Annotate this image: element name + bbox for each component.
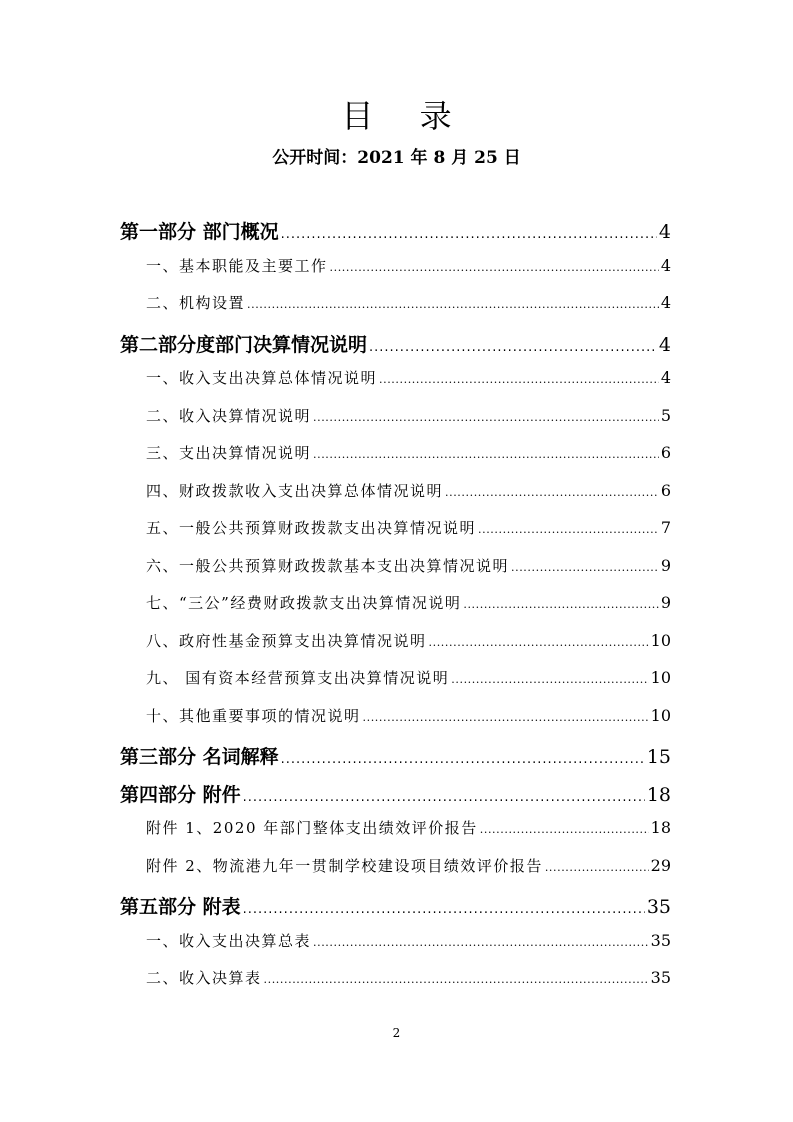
toc-entry-page: 35 bbox=[650, 930, 671, 950]
toc-subsection-entry[interactable] bbox=[146, 967, 671, 988]
toc-entry-page: 6 bbox=[660, 443, 671, 462]
toc-entry-page: 10 bbox=[650, 668, 671, 687]
toc-dot-leader bbox=[313, 936, 649, 949]
toc-entry-label: 一、基本职能及主要工作 bbox=[146, 256, 328, 275]
toc-subsection-entry[interactable] bbox=[146, 555, 671, 576]
toc-entry-label: 六、一般公共预算财政拨款基本支出决算情况说明 bbox=[146, 556, 510, 575]
toc-entry-page: 5 bbox=[660, 405, 671, 425]
toc-entry-label: 三、支出决算情况说明 bbox=[146, 444, 312, 462]
toc-dot-leader bbox=[478, 523, 659, 536]
toc-dot-leader bbox=[264, 973, 649, 986]
toc-dot-leader bbox=[313, 411, 659, 424]
toc-entry-label: 第三部分 名词解释 bbox=[120, 746, 279, 768]
page-number: 2 bbox=[392, 1026, 401, 1040]
toc-section-entry[interactable] bbox=[120, 330, 671, 357]
toc-entry-page: 7 bbox=[660, 518, 671, 537]
toc-subsection-entry[interactable] bbox=[146, 630, 671, 651]
toc-dot-leader bbox=[511, 561, 659, 574]
toc-entry-label: 二、收入决算情况说明 bbox=[146, 406, 312, 425]
toc-section-entry[interactable] bbox=[120, 217, 671, 244]
toc-dot-leader bbox=[281, 752, 645, 767]
toc-entry-label: 第二部分度部门决算情况说明 bbox=[120, 333, 368, 356]
toc-subsection-entry[interactable] bbox=[146, 705, 671, 726]
toc-dot-leader bbox=[429, 636, 649, 649]
toc-dot-leader bbox=[247, 298, 659, 311]
toc-entry-page: 4 bbox=[660, 255, 671, 275]
publish-date: 公开时间：2021 年 8 月 25 日 bbox=[272, 148, 521, 168]
toc-entry-page: 15 bbox=[646, 746, 671, 768]
toc-subsection-entry[interactable] bbox=[146, 480, 671, 501]
toc-entry-page: 4 bbox=[658, 333, 671, 356]
toc-entry-page: 9 bbox=[660, 593, 671, 612]
toc-dot-leader bbox=[363, 711, 649, 724]
toc-entry-page: 10 bbox=[650, 630, 671, 650]
toc-dot-leader bbox=[281, 227, 657, 242]
toc-subsection-entry[interactable] bbox=[146, 255, 671, 276]
toc-entry-label: 第四部分 附件 bbox=[120, 783, 241, 806]
toc-entry-label: 附件 2、物流港九年一贯制学校建设项目绩效评价报告 bbox=[146, 856, 543, 875]
toc-subsection-entry[interactable] bbox=[146, 405, 671, 426]
toc-entry-label: 一、收入支出决算总表 bbox=[146, 931, 312, 950]
toc-subsection-entry[interactable] bbox=[146, 592, 671, 613]
toc-entry-label: 九、 国有资本经营预算支出决算情况说明 bbox=[146, 669, 450, 687]
toc-subsection-entry[interactable] bbox=[146, 442, 671, 463]
toc-entry-label: 七、“三公”经费财政拨款支出决算情况说明 bbox=[146, 594, 462, 612]
toc-entry-label: 二、机构设置 bbox=[146, 294, 246, 312]
toc-entry-page: 18 bbox=[650, 818, 671, 837]
toc-entry-label: 五、一般公共预算财政拨款支出决算情况说明 bbox=[146, 519, 477, 537]
toc-dot-leader bbox=[243, 790, 645, 805]
toc-entry-label: 八、政府性基金预算支出决算情况说明 bbox=[146, 631, 427, 650]
toc-dot-leader bbox=[545, 861, 649, 874]
toc-entry-page: 4 bbox=[660, 293, 671, 312]
toc-entry-label: 附件 1、2020 年部门整体支出绩效评价报告 bbox=[146, 819, 478, 837]
toc-dot-leader bbox=[463, 598, 658, 611]
toc-entry-label: 十、其他重要事项的情况说明 bbox=[146, 706, 361, 725]
toc-subsection-entry[interactable] bbox=[146, 292, 671, 313]
toc-entry-page: 6 bbox=[660, 480, 671, 500]
toc-subsection-entry[interactable] bbox=[146, 930, 671, 951]
toc-section-entry[interactable] bbox=[120, 780, 671, 807]
toc-entry-page: 4 bbox=[658, 221, 671, 243]
toc-entry-page: 35 bbox=[650, 968, 671, 987]
toc-subsection-entry[interactable] bbox=[146, 855, 671, 876]
toc-entry-page: 29 bbox=[650, 855, 671, 875]
toc-entry-page: 9 bbox=[660, 555, 671, 575]
toc-subsection-entry[interactable] bbox=[146, 367, 671, 388]
toc-dot-leader bbox=[480, 823, 649, 836]
toc-entry-page: 18 bbox=[646, 783, 671, 806]
toc-entry-label: 第一部分 部门概况 bbox=[120, 221, 279, 243]
toc-dot-leader bbox=[379, 373, 659, 386]
toc-subsection-entry[interactable] bbox=[146, 517, 671, 538]
toc-entry-label: 第五部分 附表 bbox=[120, 896, 241, 918]
toc-entry-page: 10 bbox=[650, 705, 671, 725]
page-title: 目 录 bbox=[341, 97, 470, 135]
toc-subsection-entry[interactable] bbox=[146, 667, 671, 688]
toc-entry-page: 4 bbox=[660, 368, 671, 387]
toc-subsection-entry[interactable] bbox=[146, 817, 671, 838]
toc-dot-leader bbox=[330, 261, 659, 274]
toc-section-entry[interactable] bbox=[120, 742, 671, 769]
toc-dot-leader bbox=[369, 340, 657, 355]
toc-section-entry[interactable] bbox=[120, 892, 671, 919]
toc-entry-label: 二、收入决算表 bbox=[146, 969, 262, 987]
toc-dot-leader bbox=[313, 448, 659, 461]
toc-dot-leader bbox=[243, 902, 645, 917]
toc-dot-leader bbox=[445, 486, 659, 499]
toc-entry-label: 四、财政拨款收入支出决算总体情况说明 bbox=[146, 481, 444, 500]
toc-dot-leader bbox=[451, 673, 648, 686]
toc-entry-page: 35 bbox=[646, 896, 671, 918]
toc-entry-label: 一、收入支出决算总体情况说明 bbox=[146, 369, 378, 387]
